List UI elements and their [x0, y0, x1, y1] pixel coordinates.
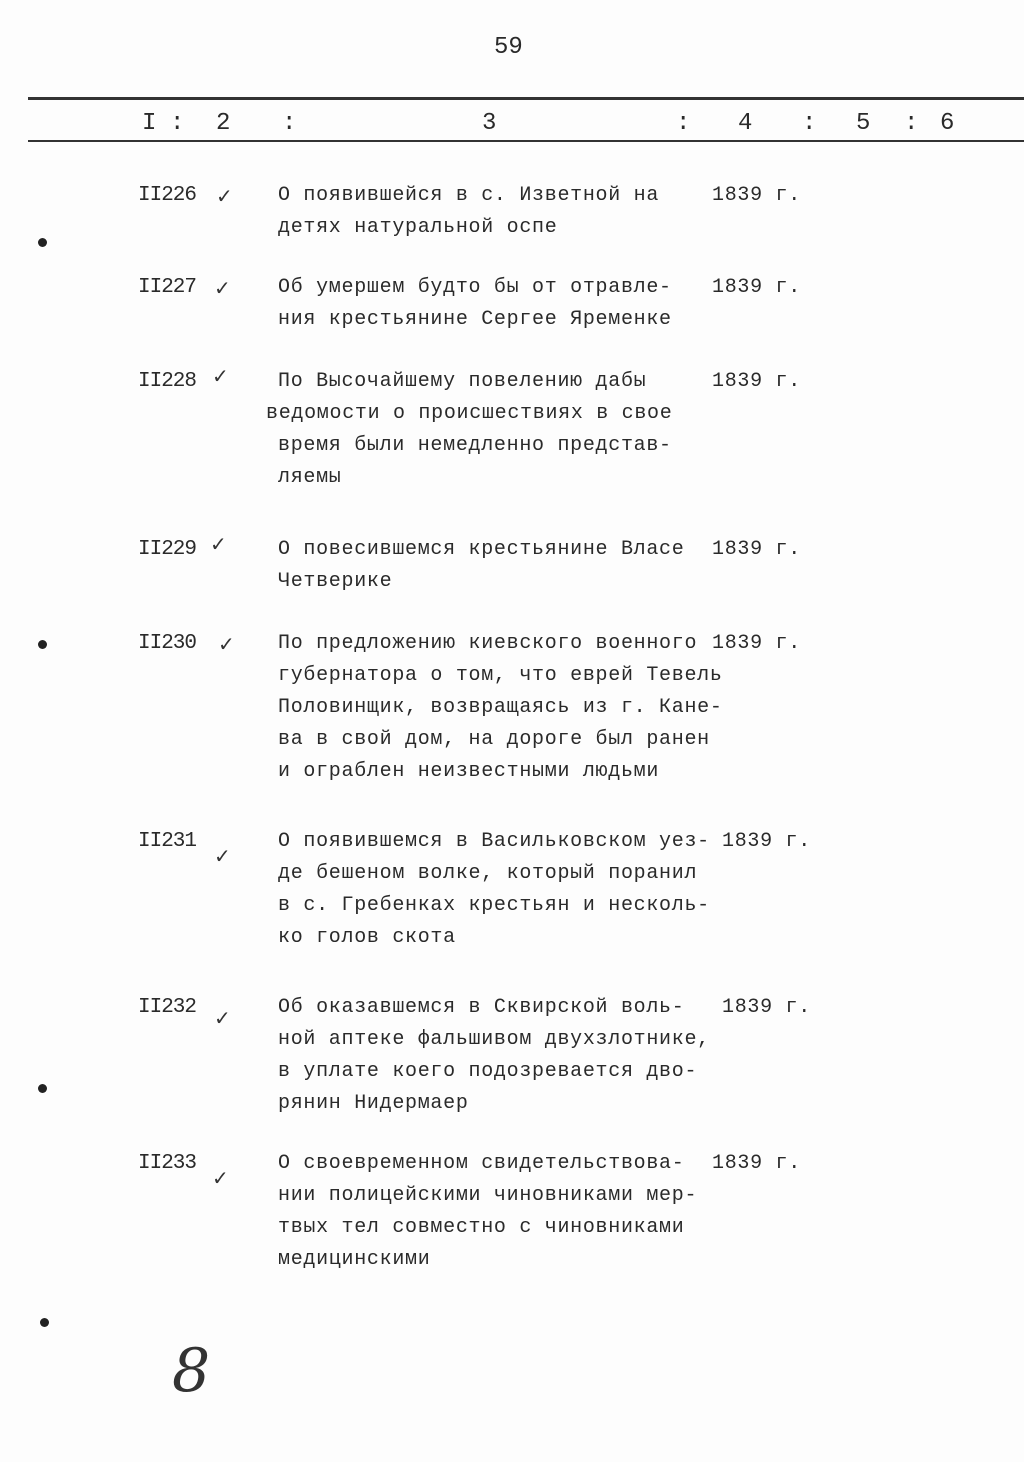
entry-text-line: де бешеном волке, который поранил	[278, 862, 698, 885]
entry-number: II226	[138, 184, 197, 207]
entry-text-line: По Высочайшему повелению дабы	[278, 370, 647, 393]
punch-hole-mark	[38, 640, 47, 649]
entry-year: 1839 г.	[712, 276, 801, 299]
entry-text-line: ва в свой дом, на дороге был ранен	[278, 728, 710, 751]
entry-text-line: ния крестьянине Сергее Яременке	[278, 308, 672, 331]
entry-text-line: твых тел совместно с чиновниками	[278, 1216, 685, 1239]
page-number: 59	[494, 34, 523, 61]
col-header-1: I	[142, 110, 157, 137]
entry-text-line: ной аптеке фальшивом двухзлотнике,	[278, 1028, 710, 1051]
col-header-2: 2	[216, 110, 231, 137]
entry-text-line: ко голов скота	[278, 926, 456, 949]
entry-year: 1839 г.	[712, 1152, 801, 1175]
col-header-5: 5	[856, 110, 871, 137]
entry-number: II229	[138, 538, 197, 561]
entry-year: 1839 г.	[712, 538, 801, 561]
entry-number: II228	[138, 370, 197, 393]
entry-text-line: Об умершем будто бы от отравле-	[278, 276, 672, 299]
checkmark-icon: ✓	[216, 184, 234, 208]
col-sep: :	[170, 110, 185, 137]
entry-number: II233	[138, 1152, 197, 1175]
entry-text-line: детях натуральной оспе	[278, 216, 558, 239]
entry-year: 1839 г.	[712, 184, 801, 207]
entry-text-line: рянин Нидермаер	[278, 1092, 469, 1115]
handwritten-note: 8	[172, 1336, 211, 1406]
col-header-6: 6	[940, 110, 955, 137]
entry-year: 1839 г.	[712, 370, 801, 393]
checkmark-icon: ✓	[218, 632, 236, 656]
entry-year: 1839 г.	[722, 830, 811, 853]
entry-text-line: О повесившемся крестьянине Власе	[278, 538, 685, 561]
col-sep: :	[904, 110, 919, 137]
punch-hole-mark	[38, 238, 47, 247]
entry-text-line: время были немедленно представ-	[278, 434, 672, 457]
entry-number: II230	[138, 632, 197, 655]
entry-text-line: Четверике	[278, 570, 393, 593]
checkmark-icon: ✓	[212, 1166, 230, 1190]
col-header-3: 3	[482, 110, 497, 137]
entry-year: 1839 г.	[712, 632, 801, 655]
entry-number: II231	[138, 830, 197, 853]
checkmark-icon: ✓	[210, 532, 228, 556]
entry-text-line: О появившейся в с. Изветной на	[278, 184, 660, 207]
header-bottom-rule	[28, 140, 1024, 142]
entry-number: II232	[138, 996, 197, 1019]
entry-text-line: О своевременном свидетельствова-	[278, 1152, 685, 1175]
col-sep: :	[802, 110, 817, 137]
checkmark-icon: ✓	[214, 1006, 232, 1030]
entry-text-line: в с. Гребенках крестьян и несколь-	[278, 894, 710, 917]
entry-number: II227	[138, 276, 197, 299]
entry-year: 1839 г.	[722, 996, 811, 1019]
entry-text-line: нии полицейскими чиновниками мер-	[278, 1184, 698, 1207]
entry-text-line: в уплате коего подозревается дво-	[278, 1060, 698, 1083]
entry-text-line: и ограблен неизвестными людьми	[278, 760, 660, 783]
entry-text-line: По предложению киевского военного	[278, 632, 698, 655]
checkmark-icon: ✓	[214, 844, 232, 868]
punch-hole-mark	[38, 1084, 47, 1093]
entry-text-line: ляемы	[278, 466, 342, 489]
entry-text-line: Об оказавшемся в Сквирской воль-	[278, 996, 685, 1019]
col-header-4: 4	[738, 110, 753, 137]
entry-text-line: медицинскими	[278, 1248, 431, 1271]
entry-text-line: ведомости о происшествиях в свое	[266, 402, 673, 425]
checkmark-icon: ✓	[214, 276, 232, 300]
col-sep: :	[676, 110, 691, 137]
entry-text-line: О появившемся в Васильковском уез-	[278, 830, 710, 853]
entry-text-line: Половинщик, возвращаясь из г. Кане-	[278, 696, 723, 719]
header-top-rule	[28, 97, 1024, 100]
punch-hole-mark	[40, 1318, 49, 1327]
checkmark-icon: ✓	[212, 364, 230, 388]
col-sep: :	[282, 110, 297, 137]
entry-text-line: губернатора о том, что еврей Тевель	[278, 664, 723, 687]
